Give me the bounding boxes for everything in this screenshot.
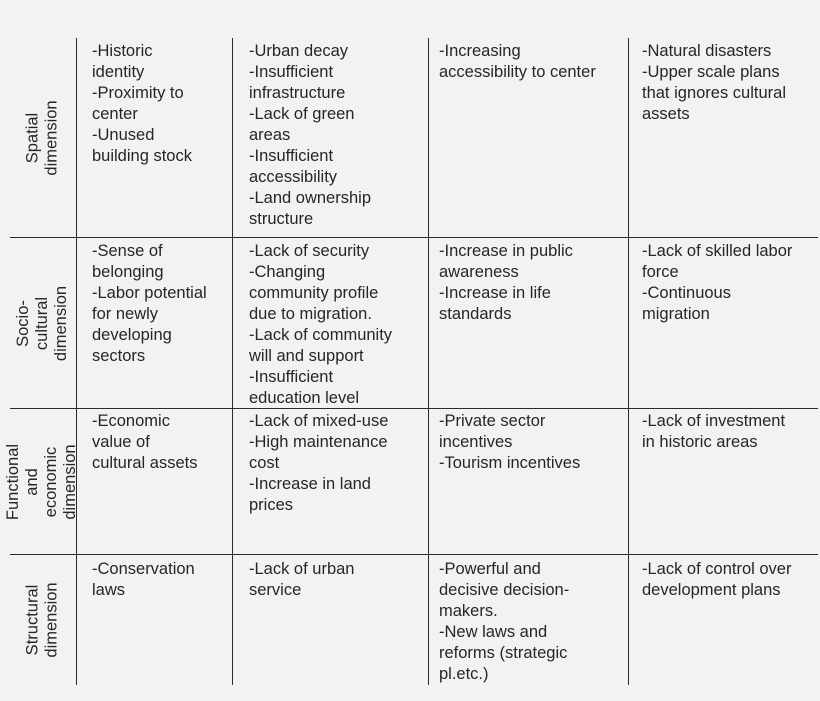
cell-opportunities-structural: -Powerful and decisive decision- makers. -New laws and reforms (strategic pl.etc.) — [439, 560, 570, 683]
cell-weaknesses-socio-cultural: -Lack of security -Changing community profile due to migration. -Lack of community will and support -Insufficient education level — [249, 242, 393, 407]
column-divider — [428, 38, 429, 685]
cell-threats-spatial: -Natural disasters -Upper scale plans that ignores cultural assets — [642, 42, 786, 123]
row-header-spatial — [10, 38, 76, 237]
column-divider — [628, 38, 629, 685]
row-divider — [10, 237, 818, 238]
row-header-label: Functional and economic dimension — [4, 443, 80, 520]
row-header-socio-cultural — [10, 238, 76, 408]
cell-opportunities-functional-economic: -Private sector incentives -Tourism incentives — [439, 412, 581, 472]
row-divider — [10, 408, 818, 409]
cell-threats-socio-cultural: -Lack of skilled labor force -Continuous migration — [642, 242, 793, 323]
column-divider — [232, 38, 233, 685]
row-header-label: Spatial dimension — [24, 99, 62, 176]
row-divider — [10, 554, 818, 555]
cell-strengths-spatial: -Historic identity -Proximity to center -Unused building stock — [92, 42, 192, 165]
cell-weaknesses-structural: -Lack of urban service — [249, 560, 355, 599]
cell-strengths-structural: -Conservation laws — [92, 560, 195, 599]
row-header-functional-economic — [6, 409, 78, 554]
row-header-label: Structural dimension — [24, 582, 61, 658]
row-header-label: Socio-cultural dimension — [14, 285, 71, 361]
cell-opportunities-socio-cultural: -Increase in public awareness -Increase in life standards — [439, 242, 573, 323]
cell-threats-structural: -Lack of control over development plans — [642, 560, 792, 599]
column-divider — [76, 38, 77, 685]
cell-strengths-functional-economic: -Economic value of cultural assets — [92, 412, 198, 472]
cell-opportunities-spatial: -Increasing accessibility to center — [439, 42, 596, 81]
cell-weaknesses-spatial: -Urban decay -Insufficient infrastructure -Lack of green areas -Insufficient accessibility -Land ownership structure — [249, 42, 371, 228]
cell-weaknesses-functional-economic: -Lack of mixed-use -High maintenance cost -Increase in land prices — [249, 412, 389, 514]
cell-threats-functional-economic: -Lack of investment in historic areas — [642, 412, 786, 451]
row-header-structural — [10, 555, 76, 685]
cell-strengths-socio-cultural: -Sense of belonging -Labor potential for newly developing sectors — [92, 242, 207, 365]
